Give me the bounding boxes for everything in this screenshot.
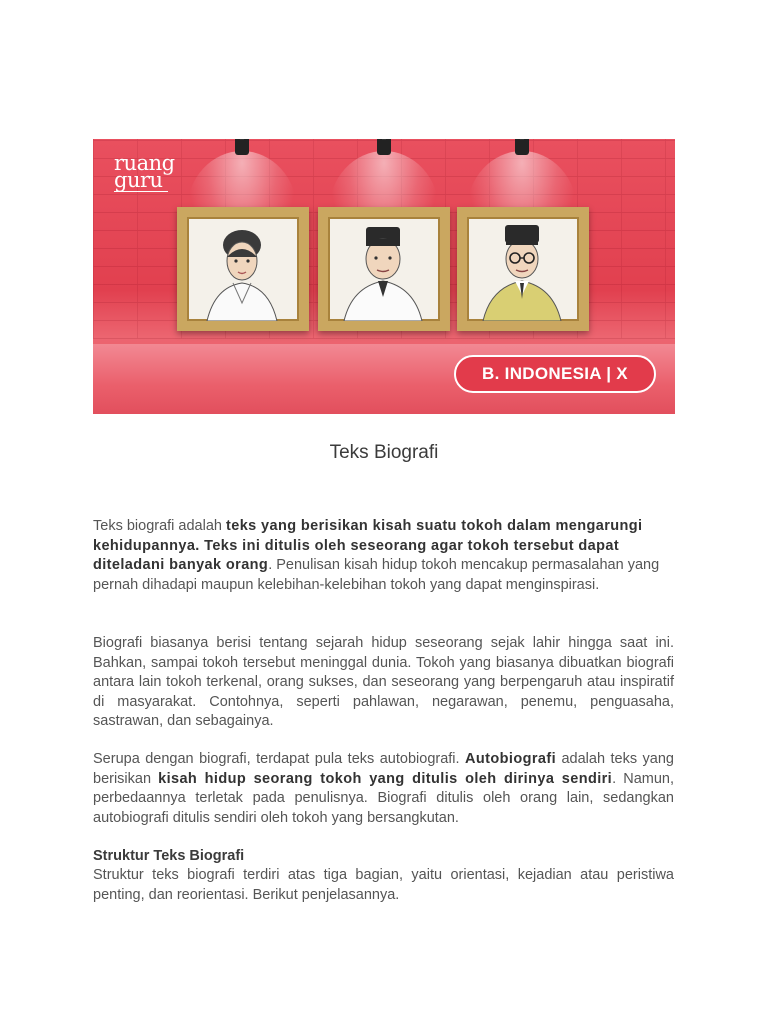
portrait-frame-man-right bbox=[457, 207, 589, 331]
man-glasses-portrait-icon bbox=[467, 217, 579, 321]
paragraph-autobiography: Serupa dengan biografi, terdapat pula teks autobiografi. Autobiografi adalah teks yang berisikan kisah hidup seorang tokoh yang ditulis oleh dirinya sendiri. Namun, perbedaannya terletak pada penulisnya. Biografi ditulis oleh orang lain, sedangkan autobiografi ditulis sendiri oleh tokoh yang bersangkutan. bbox=[93, 751, 674, 826]
subject-badge: B. INDONESIA | X bbox=[454, 355, 656, 393]
paragraph-structure: Struktur teks biografi terdiri atas tiga bagian, yaitu orientasi, kejadian atau peristiwa penting, dan reorientasi. Berikut penjelasannya. bbox=[93, 867, 674, 903]
page-title: Teks Biografi bbox=[329, 442, 439, 463]
man-portrait-icon bbox=[328, 217, 440, 321]
paragraph-definition: Teks biografi adalah teks yang berisikan kisah suatu tokoh dalam mengarungi kehidupannya. Teks ini ditulis oleh seseorang agar tokoh tersebut dapat diteladani banyak orang. Penulisan kisah hidup tokoh mencakup permasalahan yang pernah dihadapi maupun kelebihan-kelebihan tokoh yang dapat menginspirasi. bbox=[93, 518, 660, 593]
section-heading: Struktur Teks Biografi bbox=[93, 848, 245, 864]
header-banner bbox=[93, 139, 675, 414]
spotlight-lamp-icon bbox=[377, 139, 391, 155]
ruangguru-logo: ruang guru bbox=[114, 151, 175, 192]
spotlight-lamp-icon bbox=[235, 139, 249, 155]
woman-portrait-icon bbox=[187, 217, 299, 321]
spotlight-lamp-icon bbox=[515, 139, 529, 155]
portrait-frame-man-center bbox=[318, 207, 450, 331]
paragraph-content: Biografi biasanya berisi tentang sejarah hidup seseorang sejak lahir hingga saat ini. Bahkan, sampai tokoh tersebut meninggal dunia. Tokoh yang biasanya dibuatkan biografi antara lain tokoh terkenal, orang sukses, dan seseorang yang berpengaruh atau inspiratif di masyarakat. Contohnya, seperti pahlawan, negarawan, penemu, penguasaha, sastrawan, dan sebagainya. bbox=[93, 635, 674, 729]
portrait-frame-woman bbox=[177, 207, 309, 331]
